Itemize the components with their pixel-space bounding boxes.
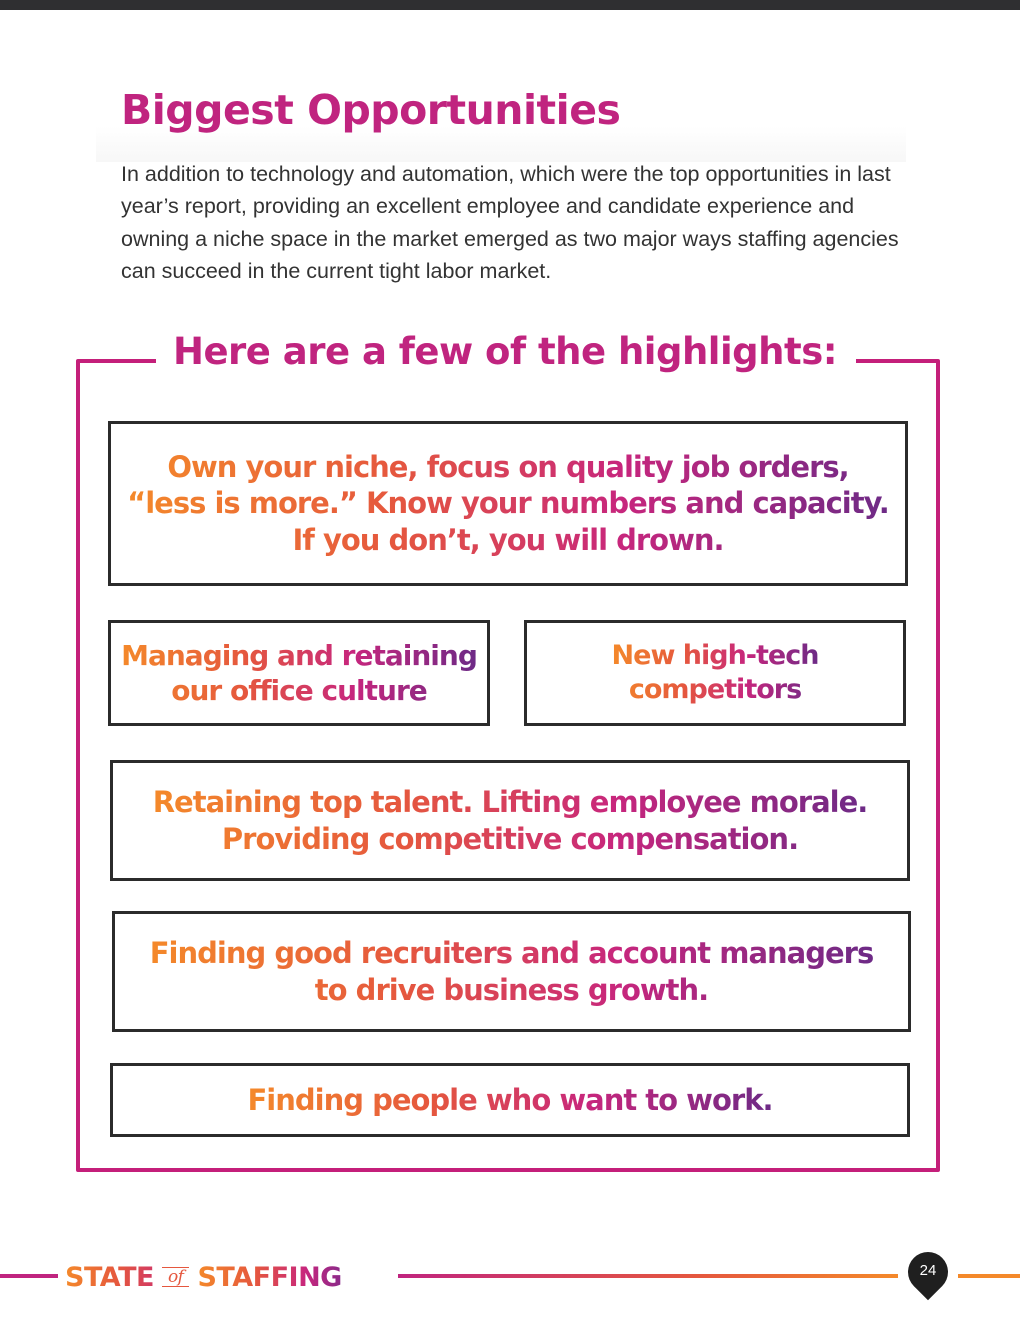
highlight-text: Retaining top talent. Lifting employee morale. Providing competitive compensation. xyxy=(152,785,868,856)
footer-rule-left xyxy=(0,1274,58,1278)
highlight-card-culture xyxy=(108,620,490,726)
brand-of: of xyxy=(162,1267,190,1287)
brand-staffing: STAFFING xyxy=(197,1261,342,1293)
footer-rule-middle xyxy=(398,1274,898,1278)
highlight-text: Own your niche, focus on quality job orders, “less is more.” Know your numbers and capacity. If you don’t, you will drown. xyxy=(127,450,889,557)
page-number: 24 xyxy=(919,1262,937,1279)
brand-logo xyxy=(65,1259,342,1295)
highlight-text: Finding good recruiters and account managers to drive business growth. xyxy=(149,936,874,1007)
highlight-card-competitors xyxy=(524,620,906,726)
intro-paragraph: In addition to technology and automation, which were the top opportunities in last year’s report, providing an excellent employee and candidate experience and owning a niche space in the market emerged as two major ways staffing agencies can succeed in the current tight labor market. xyxy=(121,162,899,283)
top-bar xyxy=(0,0,1020,10)
highlight-text: Managing and retaining our office culture xyxy=(121,639,477,707)
highlights-heading: Here are a few of the highlights: xyxy=(172,330,838,373)
highlight-card-niche xyxy=(108,421,908,586)
highlight-card-recruiters xyxy=(112,911,911,1032)
page-title: Biggest Opportunities xyxy=(121,86,621,134)
brand-state: STATE xyxy=(65,1261,154,1293)
highlight-card-workers xyxy=(110,1063,910,1137)
highlight-card-talent xyxy=(110,760,910,881)
highlight-text: New high-tech competitors xyxy=(611,640,819,705)
footer-rule-right xyxy=(958,1274,1020,1278)
highlight-text: Finding people who want to work. xyxy=(247,1082,773,1117)
